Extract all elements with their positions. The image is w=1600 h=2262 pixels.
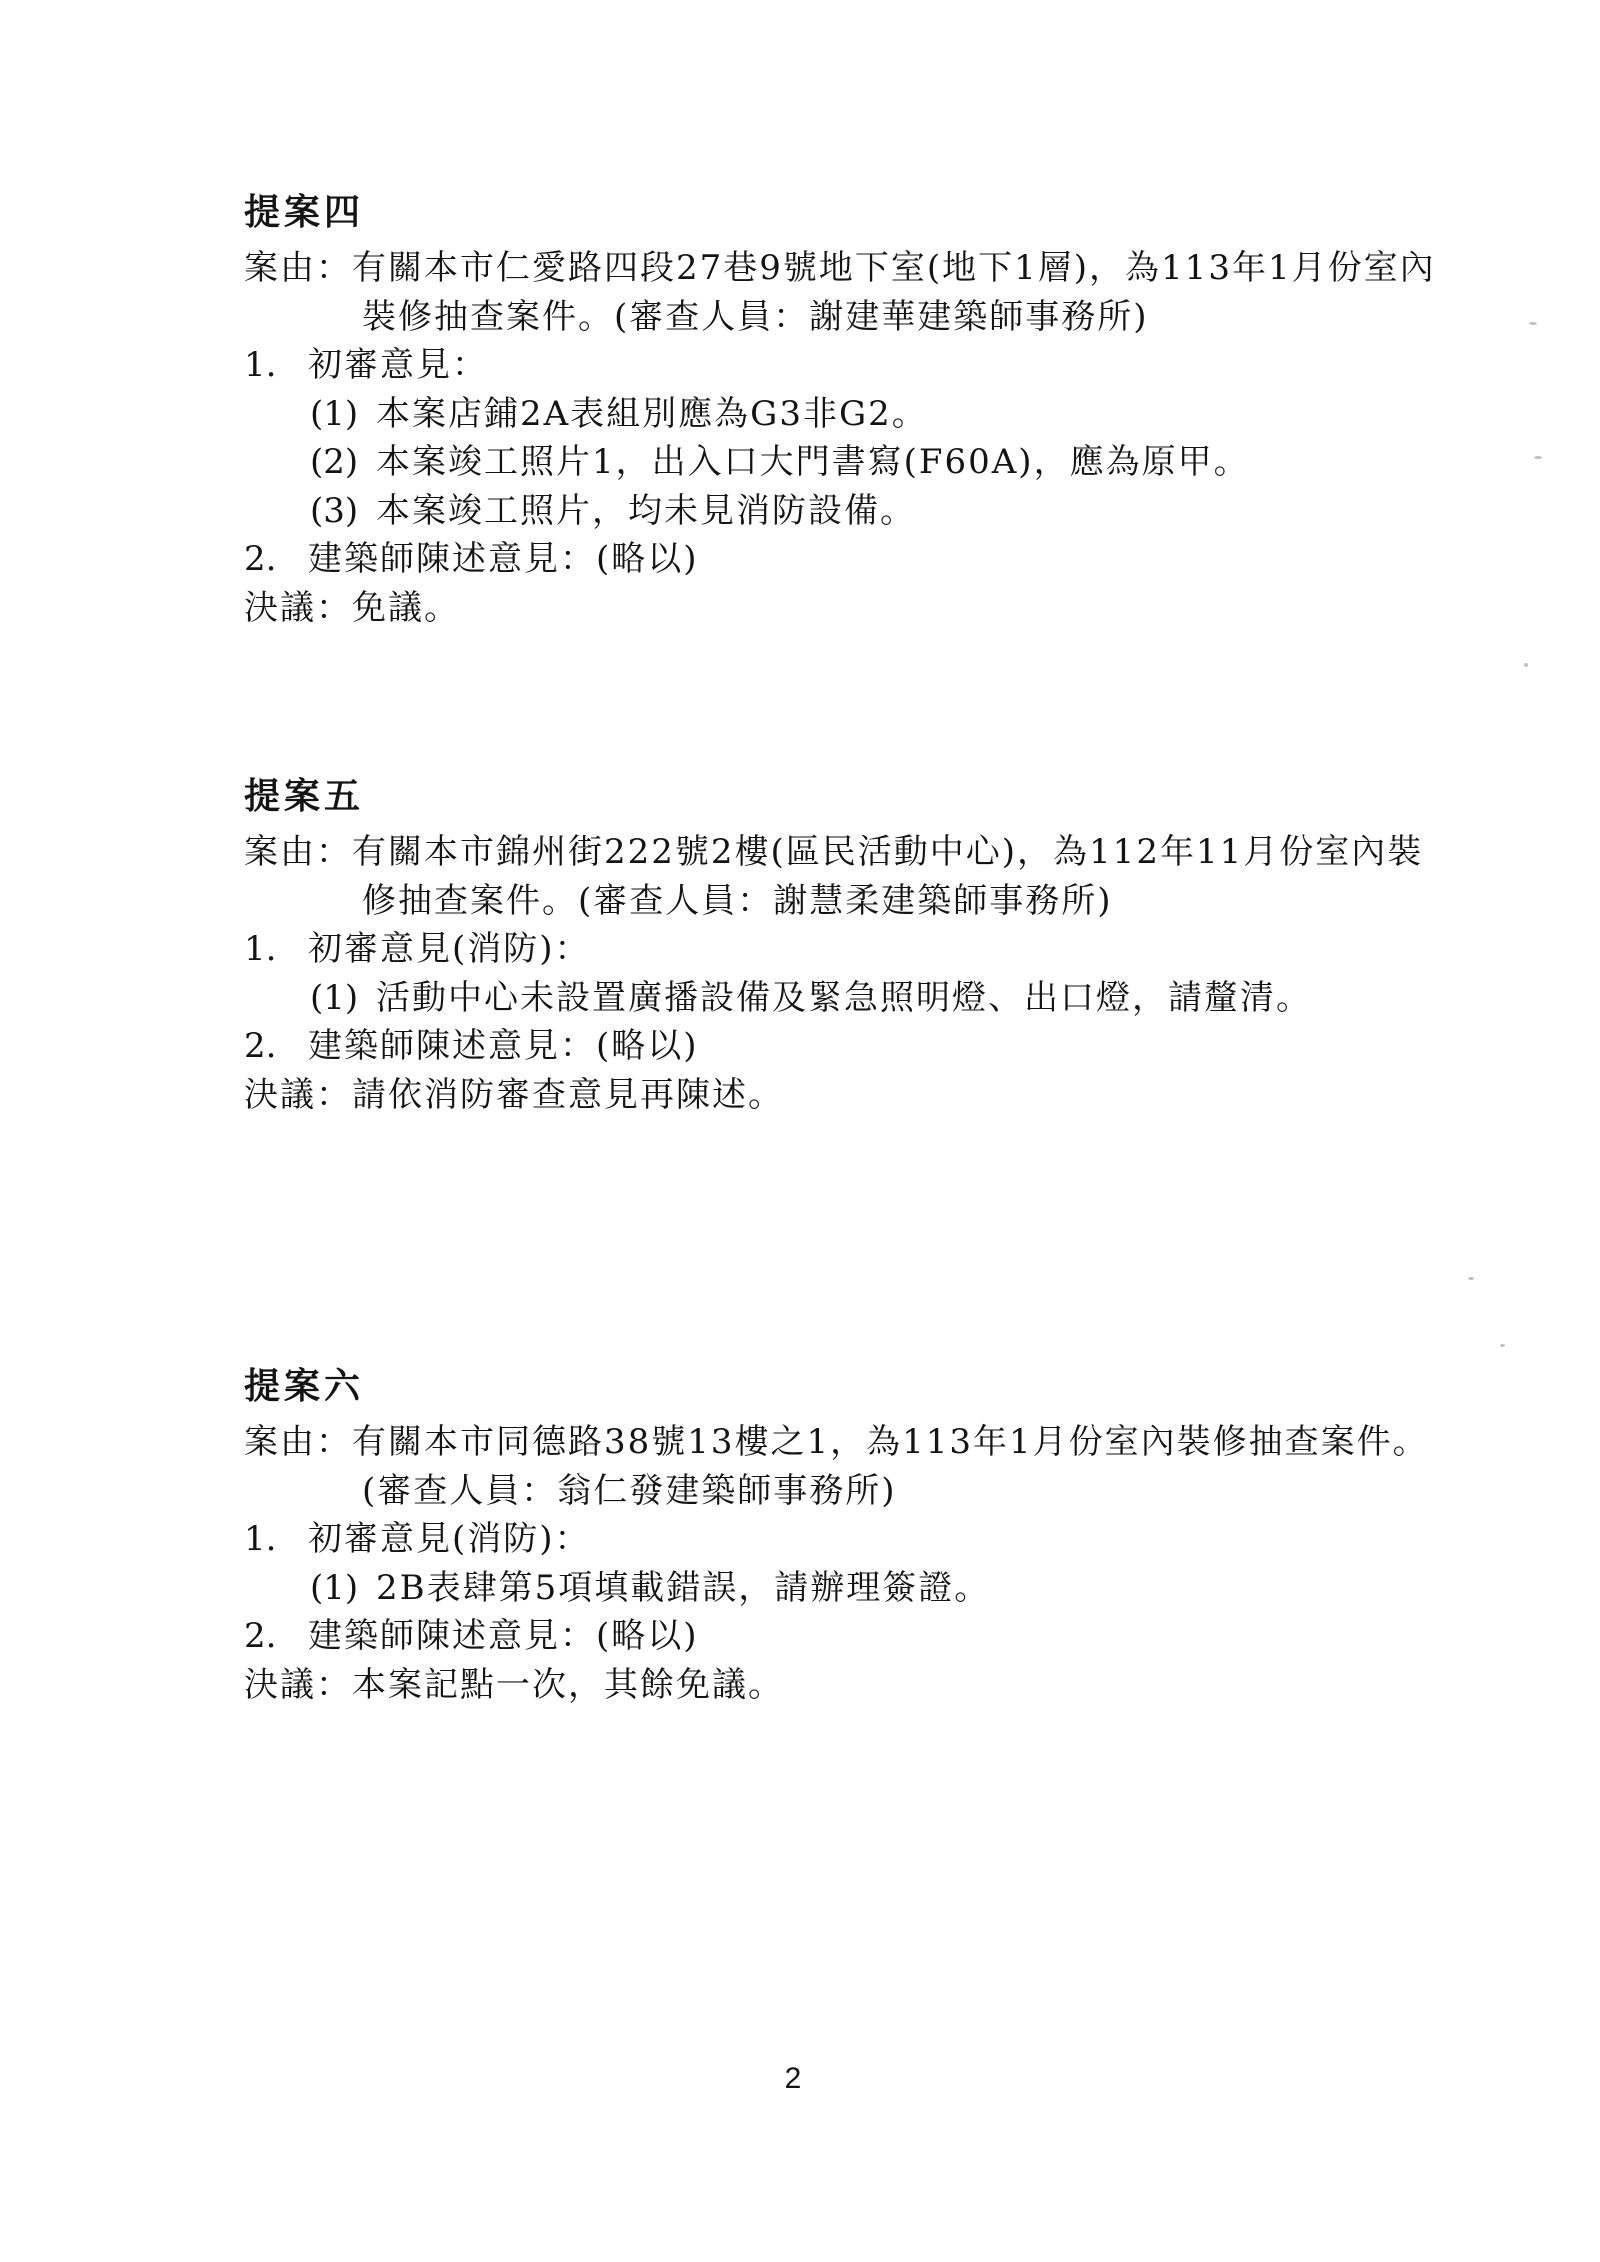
list-item (244, 341, 1479, 390)
sub-item (244, 438, 1479, 487)
proposal-heading: 提案四 (244, 191, 365, 233)
case-line-2: (審查人員：翁仁發建築師事務所) (362, 1470, 897, 1511)
sub-item-number: (1) (310, 977, 359, 1018)
scan-speck (1500, 1344, 1505, 1347)
sub-item-text: 本案竣工照片1，出入口大門書寫(F60A)，應為原甲。 (376, 442, 1250, 482)
proposal-heading: 提案五 (244, 775, 365, 817)
sub-item (244, 974, 1479, 1023)
sub-item-number: (1) (310, 393, 359, 434)
case-line-2: 修抽查案件。(審查人員：謝慧柔建築師事務所) (362, 880, 1113, 921)
list-item (244, 1515, 1479, 1564)
scan-speck (1468, 1277, 1474, 1280)
case-line-2: 裝修抽查案件。(審查人員：謝建華建築師事務所) (362, 296, 1149, 337)
scan-speck (1524, 663, 1528, 667)
list-item-number: 1. (244, 1519, 277, 1559)
list-item-text: 建築師陳述意見：(略以) (308, 1026, 699, 1066)
scan-speck (1529, 322, 1537, 325)
scan-speck (1534, 456, 1542, 459)
resolution-line: 決議：免議。 (244, 587, 460, 628)
list-item-number: 2. (244, 1026, 277, 1066)
case-line-1: 案由：有關本市錦州街222號2樓(區民活動中心)，為112年11月份室內裝 (244, 832, 1424, 872)
sub-item-number: (1) (310, 1567, 359, 1608)
sub-item-number: (3) (310, 490, 359, 531)
sub-item-number: (2) (310, 442, 359, 482)
sub-item-text: 本案店鋪2A表組別應為G3非G2。 (376, 393, 928, 434)
sub-item-text: 活動中心未設置廣播設備及緊急照明燈、出口燈，請釐清。 (376, 977, 1312, 1018)
list-item-text: 建築師陳述意見：(略以) (308, 1616, 699, 1656)
resolution-line: 決議：請依消防審查意見再陳述。 (244, 1074, 784, 1115)
sub-item (244, 1564, 1479, 1613)
sub-item-text: 2B表肆第5項填載錯誤，請辦理簽證。 (376, 1567, 991, 1608)
proposal-section-6 (244, 1362, 1479, 1709)
list-item-text: 初審意見(消防)： (308, 929, 591, 969)
list-item-text: 初審意見(消防)： (308, 1519, 591, 1559)
case-line-1: 案由：有關本市同德路38號13樓之1，為113年1月份室內裝修抽查案件。 (244, 1422, 1429, 1462)
sub-item (244, 487, 1479, 536)
list-item (244, 1022, 1479, 1071)
page-number: 2 (784, 2062, 802, 2095)
case-line-1: 案由：有關本市仁愛路四段27巷9號地下室(地下1層)，為113年1月份室內 (244, 248, 1436, 288)
list-item (244, 1612, 1479, 1661)
list-item-text: 初審意見： (308, 345, 488, 385)
list-item-number: 2. (244, 1616, 277, 1656)
list-item-number: 1. (244, 345, 277, 385)
resolution-line: 決議：本案記點一次，其餘免議。 (244, 1664, 784, 1705)
sub-item (244, 390, 1479, 439)
list-item (244, 925, 1479, 974)
proposal-section-4 (244, 188, 1479, 632)
sub-item-text: 本案竣工照片，均未見消防設備。 (376, 490, 916, 531)
proposal-heading: 提案六 (244, 1365, 365, 1407)
proposal-section-5 (244, 772, 1479, 1119)
list-item-number: 1. (244, 929, 277, 969)
list-item-text: 建築師陳述意見：(略以) (308, 539, 699, 579)
list-item-number: 2. (244, 539, 277, 579)
list-item (244, 535, 1479, 584)
